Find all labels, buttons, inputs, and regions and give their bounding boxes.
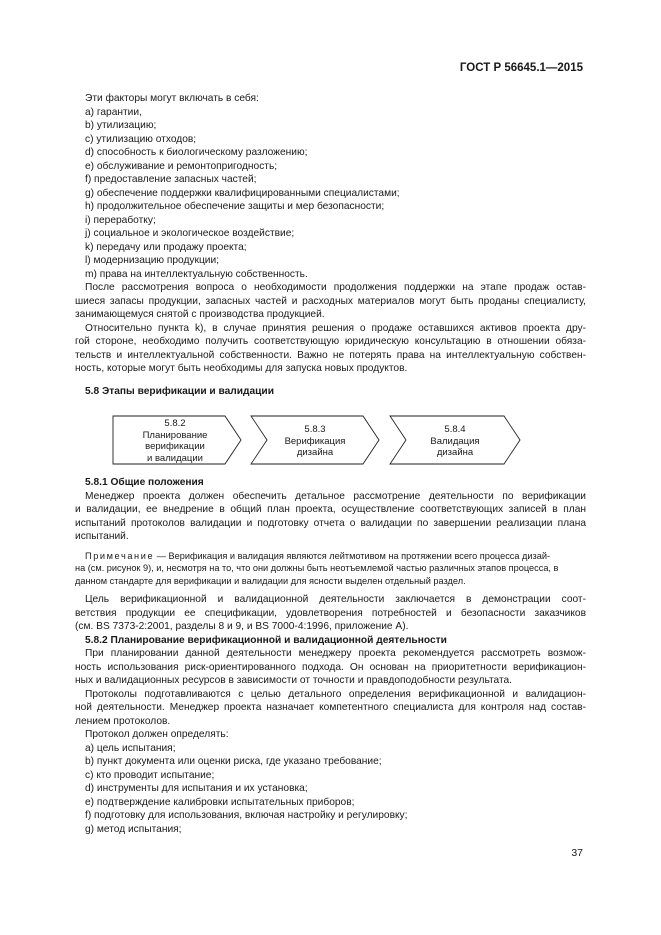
text-line: и валидации, ее внедрение в общий план проекта, осуществление соответствующих записей в план [75, 504, 586, 515]
text-line: (см. BS 7373-2:2001, разделы 8 и 9, и BS 7000-4:1996, приложение А). [75, 621, 409, 632]
note-label: Примечание [85, 550, 155, 561]
text-line: испытаний протоколов валидации и подготовку отчета о валидации по завершении реализации плана [75, 517, 586, 529]
flow-step-validation [405, 424, 505, 459]
section-heading-5-8-2: 5.8.2 Планирование верификационной и валидационной деятельности [85, 634, 447, 646]
protocol-intro: Протокол должен определять: [85, 729, 229, 740]
page-body [75, 92, 586, 836]
text-line: ветствия продукции ее спецификации, удовлетворения потребностей и безопасности заказчиков [75, 607, 586, 619]
text-line: тельств и интеллектуальной собственности. Важно не потерять права на интеллектуальную собствен- [75, 349, 586, 361]
flow-step-number: 5.8.3 [304, 424, 326, 435]
list-item: a) гарантии, [85, 106, 142, 118]
note-line [75, 550, 586, 563]
list-item: h) продолжительное обеспечение защиты и мер безопасности; [85, 201, 385, 212]
flow-step-label: дизайна [296, 447, 334, 458]
paragraph-asset-sale [75, 322, 586, 376]
list-item: g) обеспечение поддержки квалифицированными специалистами; [85, 187, 400, 199]
flow-step-label: дизайна [436, 447, 474, 458]
text-line: Менеджер проекта должен обеспечить детальное рассмотрение деятельности по верификации [85, 490, 586, 502]
list-item: e) подтверждение калибровки испытательных приборов; [85, 796, 355, 808]
flow-step-label: верификации [145, 441, 205, 452]
flow-step-label: и валидации [147, 452, 203, 464]
process-flow-diagram [75, 408, 586, 472]
list-item: f) предоставление запасных частей; [85, 174, 257, 185]
paragraph-protocols [75, 688, 586, 729]
text-line: лением протоколов. [75, 715, 171, 727]
note-block [75, 550, 586, 588]
list-item: d) инструменты для испытания и их установка; [85, 783, 308, 794]
text-line: испытаний. [75, 531, 129, 542]
list-item: c) утилизацию отходов; [85, 133, 197, 145]
text-line: гой стороне, необходимо получить соответствующую юридическую консультацию в отношении обяза- [75, 336, 586, 347]
document-header: ГОСТ Р 56645.1—2015 [459, 62, 583, 74]
page-number: 37 [571, 847, 583, 859]
text-line: ность использования риск-ориентированного подхода. Он основан на приоритетности верификацион- [75, 661, 586, 673]
flow-step-label: Верификация [284, 435, 346, 447]
text-line: После рассмотрения вопроса о необходимости продолжения поддержки на этапе продаж остав- [85, 282, 586, 293]
section-heading-5-8: 5.8 Этапы верификации и валидации [85, 385, 274, 397]
list-item: g) метод испытания; [85, 823, 182, 835]
text-line: ной деятельности. Менеджер проекта назначает компетентного специалиста для контроля над состав- [75, 702, 586, 713]
paragraph-general [75, 490, 586, 544]
list-item: k) передачу или продажу проекта; [85, 241, 247, 253]
flow-step-label: Валидация [430, 435, 480, 447]
text-line: Относительно пункта k), в случае принятия решения о продаже оставшихся активов проекта дру- [85, 322, 586, 334]
protocol-list [75, 742, 586, 837]
text-line: Цель верификационной и валидационной деятельности заключается в демонстрации соот- [85, 594, 586, 605]
note-line: на (см. рисунок 9), и, несмотря на то, что они должны быть неотъемлемой частью различных этапов процесса, в [75, 563, 559, 573]
paragraph-planning [75, 647, 586, 688]
list-item: i) переработку; [85, 214, 156, 226]
text-line: ность, которые могут быть необходимы для запуска новых продуктов. [75, 363, 408, 374]
list-item: m) права на интеллектуальную собственность. [85, 268, 308, 280]
factors-list [75, 106, 586, 282]
list-item: d) способность к биологическому разложению; [85, 147, 308, 158]
note-line: данном стандарте для верификации и валидации для ясности выделен отдельный раздел. [75, 575, 466, 586]
list-item: j) социальное и экологическое воздействие; [85, 228, 295, 239]
flow-step-number: 5.8.4 [444, 424, 466, 435]
text-line: При планировании данной деятельности менеджеру проекта рекомендуется рассмотреть возмож- [85, 648, 586, 659]
paragraph-support-end [75, 281, 586, 322]
text-line: ных и валидационных ресурсов в зависимости от точности и правдоподобности результата. [75, 675, 512, 686]
text-line: Протоколы подготавливаются с целью детального определения верификационной и валидацион- [85, 688, 586, 700]
flow-step-verification [265, 424, 365, 459]
text-line: занимающемуся снятой с производства продукцией. [75, 309, 325, 320]
flow-step-planning [125, 418, 225, 464]
flow-step-label: Планирование [142, 429, 208, 441]
factors-intro: Эти факторы могут включать в себя: [85, 93, 259, 104]
list-item: b) утилизацию; [85, 120, 157, 131]
list-item: a) цель испытания; [85, 742, 176, 754]
section-heading-5-8-1: 5.8.1 Общие положения [85, 477, 204, 488]
text-line: шиеся запасы продукции, запасных частей и расходных материалов могут быть проданы специалисту, [75, 295, 586, 307]
paragraph-purpose [75, 593, 586, 634]
list-item: f) подготовку для использования, включая настройку и регулировку; [85, 810, 408, 821]
list-item: c) кто проводит испытание; [85, 769, 215, 781]
flow-step-number: 5.8.2 [164, 418, 186, 429]
list-item: b) пункт документа или оценки риска, где указано требование; [85, 756, 382, 767]
note-text: — Верификация и валидация являются лейтмотивом на протяжении всего процесса дизай- [154, 550, 551, 561]
list-item: e) обслуживание и ремонтопригодность; [85, 160, 278, 172]
list-item: l) модернизацию продукции; [85, 255, 220, 266]
